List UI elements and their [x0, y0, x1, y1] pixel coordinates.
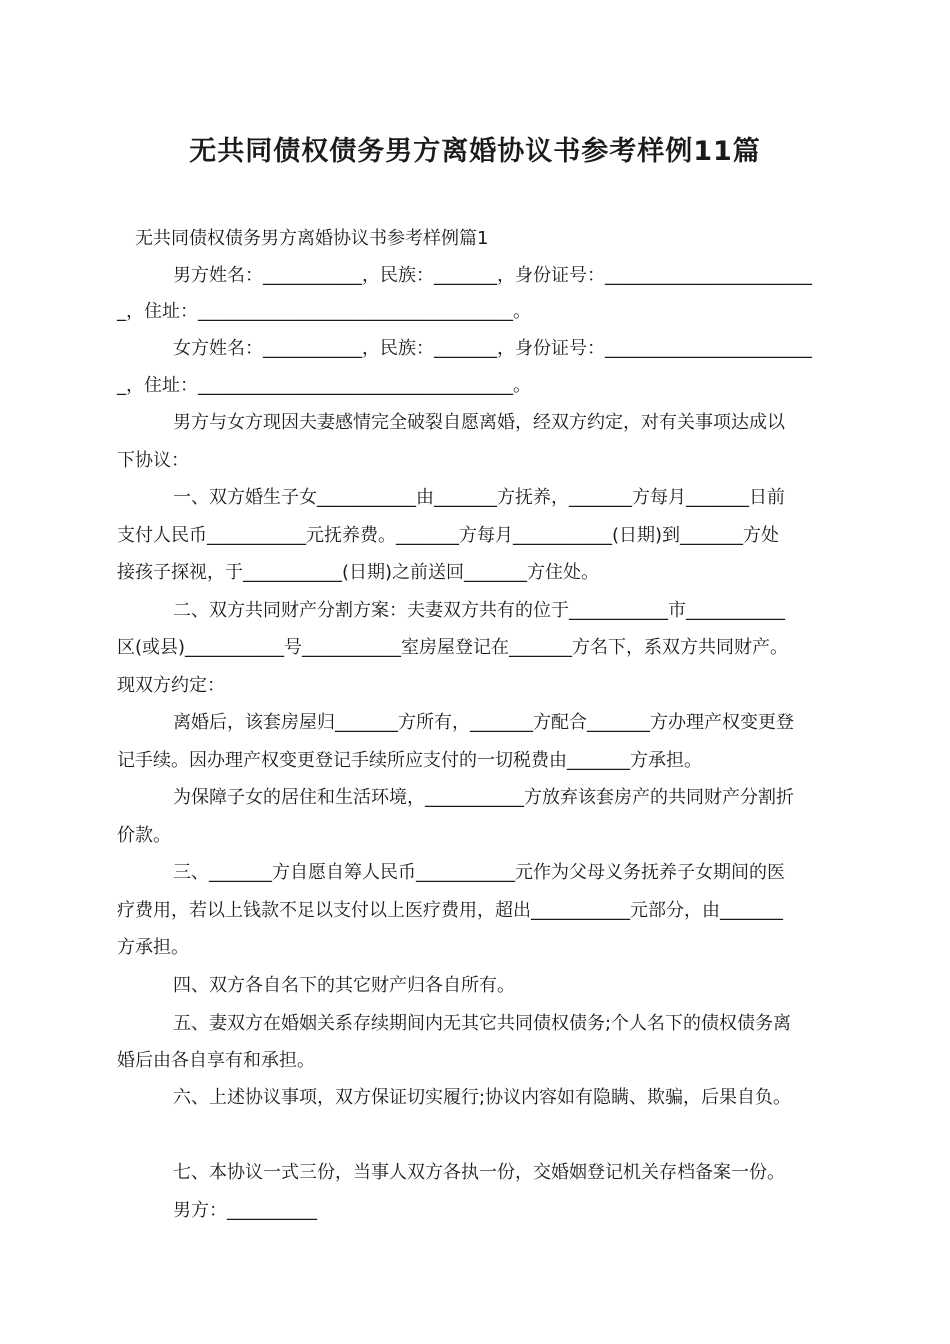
paragraph-line: 记手续。因办理产权变更登记手续所应支付的一切税费由_______方承担。 [117, 750, 702, 771]
clause-3-line: 方承担。 [117, 937, 189, 958]
male-address-line: _，住址：___________________________________。 [117, 301, 531, 322]
clause-2-line: 区(或县)___________号___________室房屋登记在_______方名下，系双方共同财产。 [117, 637, 789, 658]
paragraph-line: 价款。 [117, 825, 171, 846]
section-heading: 无共同债权债务男方离婚协议书参考样例篇1 [135, 228, 489, 249]
clause-6-line: 六、上述协议事项，双方保证切实履行;协议内容如有隐瞒、欺骗，后果自负。 [173, 1087, 792, 1108]
paragraph-line: 男方与女方现因夫妻感情完全破裂自愿离婚，经双方约定，对有关事项达成以 [173, 412, 785, 433]
clause-5-line: 五、妻双方在婚姻关系存续期间内无其它共同债权债务;个人名下的债权债务离 [173, 1013, 792, 1034]
clause-1-line: 一、双方婚生子女___________由_______方抚养，_______方每月_______日前 [173, 487, 785, 508]
clause-5-line: 婚后由各自享有和承担。 [117, 1050, 315, 1071]
paragraph-line: 离婚后，该套房屋归_______方所有，_______方配合_______方办理产权变更登 [173, 712, 794, 733]
female-address-line: _，住址：___________________________________。 [117, 375, 531, 396]
female-name-line: 女方姓名：___________，民族：_______，身份证号：_______________________ [173, 338, 812, 359]
clause-7-line: 七、本协议一式三份，当事人双方各执一份，交婚姻登记机关存档备案一份。 [173, 1162, 785, 1183]
clause-2-line: 现双方约定： [117, 675, 225, 696]
clause-4-line: 四、双方各自名下的其它财产归各自所有。 [173, 975, 515, 996]
paragraph-line: 下协议： [117, 450, 189, 471]
clause-2-line: 二、双方共同财产分割方案：夫妻双方共有的位于___________市___________ [173, 600, 785, 621]
clause-3-line: 三、_______方自愿自筹人民币___________元作为父母义务抚养子女期间的医 [173, 862, 785, 883]
clause-1-line: 支付人民币___________元抚养费。_______方每月___________(日期)到_______方处 [117, 525, 780, 546]
paragraph-line: 为保障子女的居住和生活环境，___________方放弃该套房产的共同财产分割折 [173, 787, 794, 808]
male-name-line: 男方姓名：___________，民族：_______，身份证号：_______________________ [173, 265, 812, 286]
male-signature-line: 男方：__________ [173, 1200, 317, 1221]
document-title: 无共同债权债务男方离婚协议书参考样例11篇 [189, 136, 761, 167]
clause-3-line: 疗费用，若以上钱款不足以支付以上医疗费用，超出___________元部分，由_______ [117, 900, 783, 921]
clause-1-line: 接孩子探视，于___________(日期)之前送回_______方住处。 [117, 562, 600, 583]
